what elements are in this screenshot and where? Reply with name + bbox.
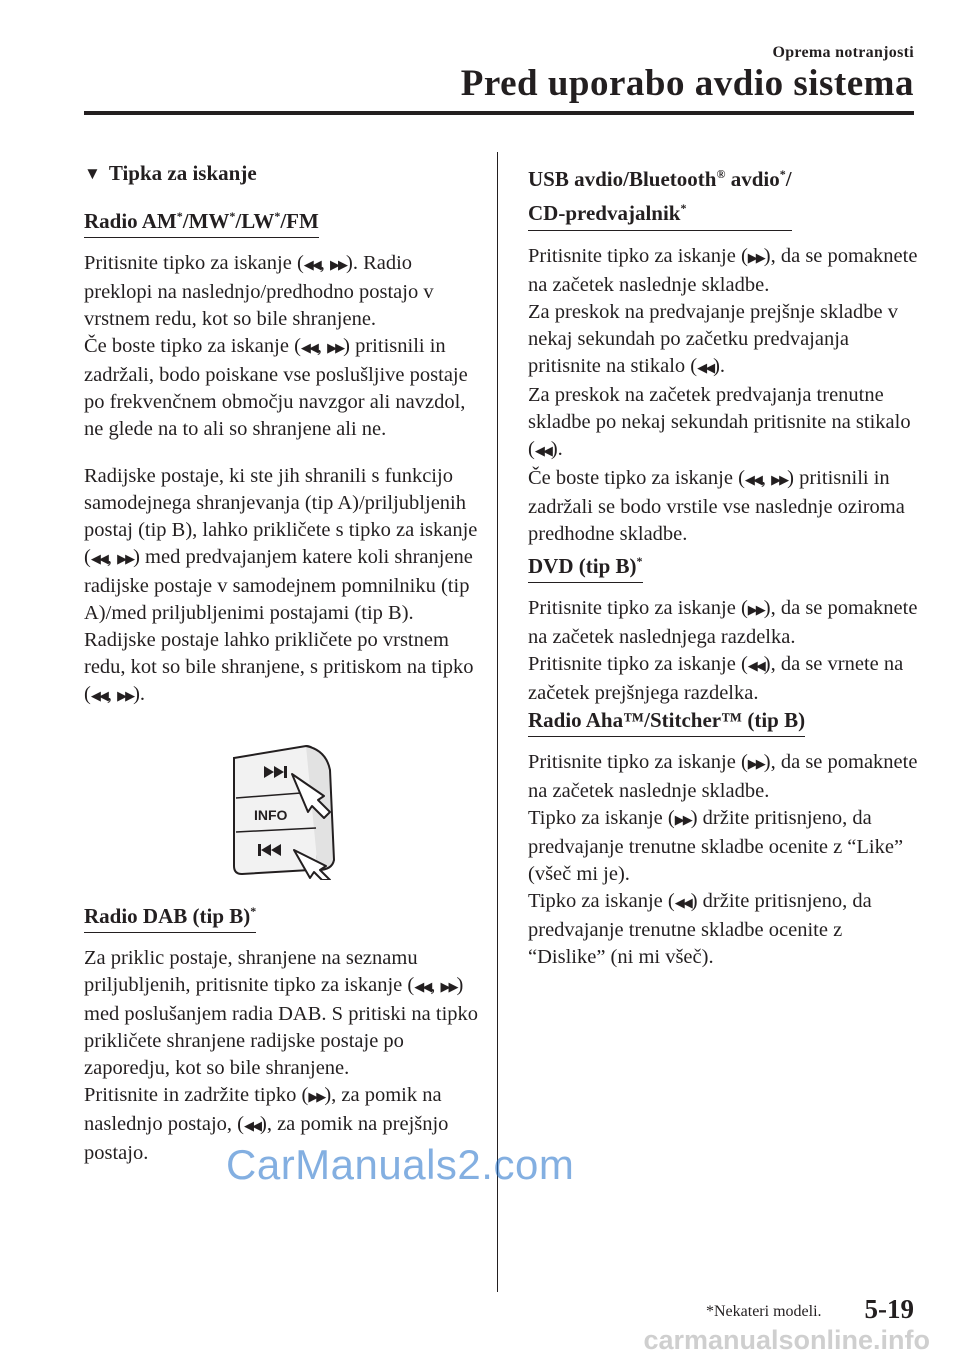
section-heading xyxy=(84,160,480,187)
usb-bluetooth-cd-text: Pritisnite tipko za iskanje (▶▶), da se pomaknete na začetek naslednje skladbe. Za preskok na predvajanje prejšnje skladbe v nekaj sekundah po začetku predvajanja pritisnite na stikalo (◀◀). Za preskok na začetek predvajanja trenutne skladbe po nekaj sekundah pritisnite na stikalo (◀◀). Če boste tipko za iskanje (◀◀, ▶▶) pritisnili in zadržali se bodo vrstile vse naslednje oziroma predhodne skladbe. xyxy=(528,245,918,545)
watermark-carmanualsonline: carmanualsonline.info xyxy=(643,1325,930,1355)
header-rule xyxy=(84,111,914,115)
usb-bluetooth-cd-heading: USB avdio/Bluetooth® avdio*/ CD-predvajalnik* xyxy=(528,160,792,231)
section-heading-text: Tipka za iskanje xyxy=(108,161,257,185)
triangle-bullet-icon: ▼ xyxy=(84,164,101,183)
seek-buttons-figure xyxy=(214,740,354,880)
radio-dab-heading: Radio DAB (tip B)* xyxy=(84,898,256,933)
dvd-heading: DVD (tip B)* xyxy=(528,548,643,583)
svg-text:INFO: INFO xyxy=(254,807,288,823)
column-divider xyxy=(497,152,498,1292)
left-column xyxy=(84,160,480,1167)
radio-am-text-2: Radijske postaje, ki ste jih shranili s funkcijo samodejnega shranjevanja (tip A)/priljubljenih postaj (tip B), lahko prikličete s tipko za iskanje (◀◀, ▶▶) med predvajanjem katere koli shranjene radijske postaje v samodejnem pomnilniku (tip A)/med priljubljenimi postajami (tip B). Radijske postaje lahko prikličete po vrstnem redu, kot so bile shranjene, s pritiskom na tipko (◀◀, ▶▶). xyxy=(84,465,478,705)
radio-am-heading: Radio AM*/MW*/LW*/FM xyxy=(84,203,319,238)
right-column xyxy=(528,160,920,971)
radio-dab-text: Za priklic postaje, shranjene na seznamu priljubljenih, pritisnite tipko za iskanje (◀◀, ▶▶) med poslušanjem radia DAB. S pritiski na tipko prikličete shranjene radijske postaje po zaporedju, kot so bile shranjene. Pritisnite in zadržite tipko (▶▶), za pomik na naslednjo postajo, (◀◀), za pomik na prejšnjo postajo. xyxy=(84,947,479,1164)
page-number: 5-19 xyxy=(864,1294,914,1324)
seek-buttons-illustration-icon xyxy=(214,740,354,880)
footnote: *Nekateri modeli. xyxy=(706,1303,822,1320)
page-title: Pred uporabo avdio sistema xyxy=(460,63,914,104)
aha-stitcher-heading: Radio Aha™/Stitcher™ (tip B) xyxy=(528,707,805,737)
section-label: Oprema notranjosti xyxy=(772,44,914,61)
watermark-carmanuals: CarManuals2.com xyxy=(226,1141,575,1188)
aha-stitcher-text: Pritisnite tipko za iskanje (▶▶), da se pomaknete na začetek naslednje skladbe. Tipko za iskanje (▶▶) držite pritisnjeno, da predvajanje trenutne skladbe ocenite z “Like” (všeč mi je). Tipko za iskanje (◀◀) držite pritisnjeno, da predvajanje trenutne skladbe ocenite z “Dislike” (ni mi všeč). xyxy=(528,751,918,968)
dvd-text: Pritisnite tipko za iskanje (▶▶), da se pomaknete na začetek naslednjega razdelka. Pritisnite tipko za iskanje (◀◀), da se vrnete na začetek prejšnjega razdelka. xyxy=(528,597,918,704)
radio-am-text-1: Pritisnite tipko za iskanje (◀◀, ▶▶). Radio preklopi na naslednjo/predhodno postajo v vrstnem redu, kot so bile shranjene. Če boste tipko za iskanje (◀◀, ▶▶) pritisnili in zadržali, bodo poiskane vse poslušljive postaje po frekvenčnem območju navzgor ali navzdol, ne glede na to ali so shranjene ali ne. xyxy=(84,252,468,440)
